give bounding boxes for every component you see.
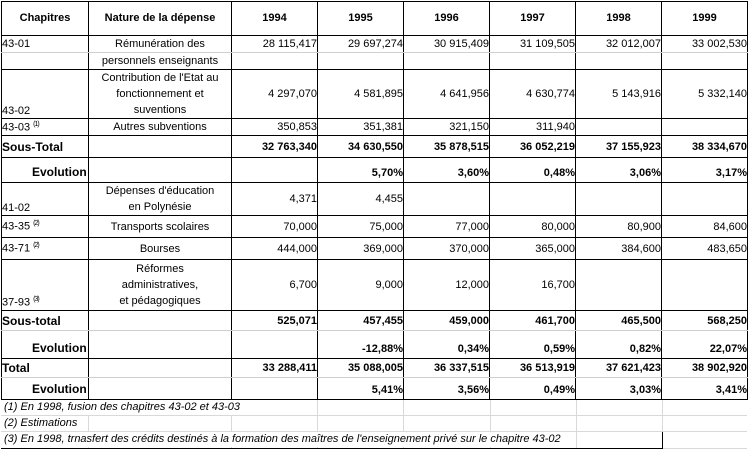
value-cell: 0,48% bbox=[490, 158, 576, 183]
nature-line: et pédagogiques bbox=[119, 295, 201, 307]
evolution-label-cell bbox=[2, 331, 89, 359]
header-nature: Nature de la dépense bbox=[89, 2, 232, 36]
value-cell: 84,600 bbox=[662, 216, 748, 238]
value-cell bbox=[404, 53, 490, 70]
chapter-code: Total bbox=[2, 361, 30, 375]
value-cell: 35 088,005 bbox=[318, 359, 404, 378]
value-cell: 33 002,530 bbox=[662, 36, 748, 53]
table-row bbox=[2, 36, 748, 53]
nature-cell bbox=[89, 331, 232, 359]
value-cell: 16,700 bbox=[490, 260, 576, 311]
header-year-1996: 1996 bbox=[404, 2, 490, 36]
header-year-1999: 1999 bbox=[662, 2, 748, 36]
value-cell: 4 630,774 bbox=[490, 70, 576, 119]
value-cell: 459,000 bbox=[404, 311, 490, 331]
chapter-cell bbox=[2, 70, 89, 119]
table-row bbox=[2, 311, 748, 331]
footnote-ref: (1) bbox=[33, 120, 39, 128]
chapter-cell bbox=[2, 119, 89, 136]
value-cell bbox=[232, 331, 318, 359]
table-row bbox=[2, 70, 748, 119]
value-cell bbox=[404, 183, 490, 216]
footnote-ref: (3) bbox=[33, 296, 39, 304]
value-cell: 31 109,505 bbox=[490, 36, 576, 53]
nature-cell bbox=[89, 183, 232, 216]
value-cell: 4,371 bbox=[232, 183, 318, 216]
chapter-cell bbox=[2, 36, 89, 53]
value-cell: 77,000 bbox=[404, 216, 490, 238]
chapter-cell bbox=[2, 53, 89, 70]
evolution-label-cell bbox=[2, 378, 89, 400]
chapter-code: 37-93 bbox=[2, 297, 31, 309]
value-cell: 311,940 bbox=[490, 119, 576, 136]
value-cell: 0,34% bbox=[404, 331, 490, 359]
chapter-code: 41-02 bbox=[2, 202, 31, 214]
value-cell bbox=[576, 260, 662, 311]
nature-line: administratives, bbox=[121, 279, 199, 291]
nature-cell bbox=[89, 70, 232, 119]
nature-line: personnels enseignants bbox=[101, 55, 219, 67]
chapter-code: 43-03 bbox=[2, 121, 31, 134]
value-cell bbox=[662, 119, 748, 136]
footnote-row bbox=[1, 432, 747, 449]
footnote-row bbox=[1, 400, 747, 416]
footnote-text: (2) Estimations bbox=[2, 416, 81, 431]
table-body bbox=[2, 36, 748, 400]
value-cell: 0,49% bbox=[490, 378, 576, 400]
table-row bbox=[2, 53, 748, 70]
nature-line: Transports scolaires bbox=[110, 220, 210, 233]
nature-cell bbox=[89, 136, 232, 158]
value-cell bbox=[576, 183, 662, 216]
table-row bbox=[2, 359, 748, 378]
nature-line: fonctionnement et bbox=[116, 88, 204, 100]
value-cell: 9,000 bbox=[318, 260, 404, 311]
value-cell bbox=[662, 260, 748, 311]
value-cell bbox=[662, 53, 748, 70]
value-cell: 444,000 bbox=[232, 238, 318, 260]
value-cell: 0,59% bbox=[490, 331, 576, 359]
footnote-text: (3) En 1998, trnasfert des crédits destinés à la formation des maîtres de l'enseignement privé sur le chapitre 43-02 bbox=[2, 432, 565, 447]
footnote-ref: (2) bbox=[33, 242, 39, 250]
table-row bbox=[2, 260, 748, 311]
value-cell bbox=[576, 53, 662, 70]
value-cell: 370,000 bbox=[404, 238, 490, 260]
value-cell: 4 581,895 bbox=[318, 70, 404, 119]
value-cell: 321,150 bbox=[404, 119, 490, 136]
value-cell bbox=[318, 53, 404, 70]
value-cell bbox=[232, 158, 318, 183]
footnote-ref: (2) bbox=[33, 220, 39, 228]
nature-cell bbox=[89, 216, 232, 238]
nature-cell bbox=[89, 119, 232, 136]
value-cell: 3,41% bbox=[662, 378, 748, 400]
value-cell bbox=[232, 378, 318, 400]
nature-line: suventions bbox=[133, 104, 187, 116]
value-cell: 36 052,219 bbox=[490, 136, 576, 158]
nature-cell bbox=[89, 158, 232, 183]
value-cell: 4 297,070 bbox=[232, 70, 318, 119]
table-row bbox=[2, 158, 748, 183]
table-row bbox=[2, 216, 748, 238]
nature-cell bbox=[89, 311, 232, 331]
value-cell: 3,60% bbox=[404, 158, 490, 183]
nature-line: Dépenses d'éducation bbox=[105, 185, 215, 197]
chapter-code: 43-01 bbox=[2, 38, 31, 50]
nature-line: Réformes bbox=[136, 263, 184, 275]
table-header-row bbox=[2, 2, 748, 36]
value-cell bbox=[576, 119, 662, 136]
value-cell: 5 143,916 bbox=[576, 70, 662, 119]
chapter-code: Sous-total bbox=[2, 313, 61, 328]
value-cell: 365,000 bbox=[490, 238, 576, 260]
value-cell: 3,06% bbox=[576, 158, 662, 183]
table-row bbox=[2, 238, 748, 260]
value-cell: 5,70% bbox=[318, 158, 404, 183]
value-cell: 29 697,274 bbox=[318, 36, 404, 53]
header-year-1994: 1994 bbox=[232, 2, 318, 36]
footnote-text: (1) En 1998, fusion des chapitres 43-02 et 43-03 bbox=[2, 400, 244, 415]
header-chapitres: Chapitres bbox=[2, 2, 89, 36]
value-cell: 3,17% bbox=[662, 158, 748, 183]
value-cell: 483,650 bbox=[662, 238, 748, 260]
nature-line: Rémunération des bbox=[115, 38, 205, 50]
table-row bbox=[2, 331, 748, 359]
nature-line: Bourses bbox=[139, 242, 181, 255]
footnote-row bbox=[1, 416, 747, 432]
value-cell: 36 513,919 bbox=[490, 359, 576, 378]
value-cell: 80,900 bbox=[576, 216, 662, 238]
header-year-1997: 1997 bbox=[490, 2, 576, 36]
chapter-code: Evolution bbox=[32, 382, 87, 396]
value-cell: 36 337,515 bbox=[404, 359, 490, 378]
value-cell: 369,000 bbox=[318, 238, 404, 260]
chapter-cell bbox=[2, 183, 89, 216]
chapter-cell bbox=[2, 260, 89, 311]
nature-cell bbox=[89, 378, 232, 400]
value-cell: 351,381 bbox=[318, 119, 404, 136]
chapter-code: Sous-Total bbox=[2, 139, 64, 154]
evolution-label-cell bbox=[2, 158, 89, 183]
value-cell: 70,000 bbox=[232, 216, 318, 238]
value-cell bbox=[490, 53, 576, 70]
value-cell: 32 012,007 bbox=[576, 36, 662, 53]
value-cell: 0,82% bbox=[576, 331, 662, 359]
value-cell: 5 332,140 bbox=[662, 70, 748, 119]
value-cell: 5,41% bbox=[318, 378, 404, 400]
chapter-code: Evolution bbox=[32, 165, 87, 179]
value-cell: 3,56% bbox=[404, 378, 490, 400]
value-cell: 34 630,550 bbox=[318, 136, 404, 158]
nature-line: Contribution de l'Etat au bbox=[101, 72, 219, 84]
value-cell: 32 763,340 bbox=[232, 136, 318, 158]
header-year-1995: 1995 bbox=[318, 2, 404, 36]
value-cell bbox=[662, 183, 748, 216]
chapter-code: 43-02 bbox=[2, 105, 31, 117]
total-label-cell bbox=[2, 359, 89, 378]
value-cell: 38 334,670 bbox=[662, 136, 748, 158]
nature-cell bbox=[89, 36, 232, 53]
value-cell: 33 288,411 bbox=[232, 359, 318, 378]
chapter-code: Evolution bbox=[32, 341, 87, 355]
value-cell: 37 621,423 bbox=[576, 359, 662, 378]
value-cell: 28 115,417 bbox=[232, 36, 318, 53]
value-cell: 37 155,923 bbox=[576, 136, 662, 158]
nature-line: en Polynésie bbox=[128, 201, 192, 213]
chapter-code: 43-71 bbox=[2, 242, 31, 255]
value-cell: 4,455 bbox=[318, 183, 404, 216]
value-cell: 457,455 bbox=[318, 311, 404, 331]
nature-cell bbox=[89, 359, 232, 378]
chapter-cell bbox=[2, 238, 89, 260]
header-year-1998: 1998 bbox=[576, 2, 662, 36]
value-cell bbox=[232, 53, 318, 70]
value-cell: 75,000 bbox=[318, 216, 404, 238]
value-cell: 384,600 bbox=[576, 238, 662, 260]
footnotes-area bbox=[1, 400, 747, 449]
chapter-cell bbox=[2, 216, 89, 238]
value-cell: 38 902,920 bbox=[662, 359, 748, 378]
value-cell: 568,250 bbox=[662, 311, 748, 331]
table-row bbox=[2, 378, 748, 400]
table-row bbox=[2, 136, 748, 158]
budget-table bbox=[1, 1, 748, 400]
value-cell: 3,03% bbox=[576, 378, 662, 400]
subtotal-label-cell bbox=[2, 311, 89, 331]
table-row bbox=[2, 119, 748, 136]
nature-line: Autres subventions bbox=[113, 121, 207, 133]
table-row bbox=[2, 183, 748, 216]
value-cell: 525,071 bbox=[232, 311, 318, 331]
value-cell: 35 878,515 bbox=[404, 136, 490, 158]
value-cell: 350,853 bbox=[232, 119, 318, 136]
nature-cell bbox=[89, 260, 232, 311]
value-cell: 30 915,409 bbox=[404, 36, 490, 53]
value-cell: 22,07% bbox=[662, 331, 748, 359]
value-cell: 461,700 bbox=[490, 311, 576, 331]
nature-cell bbox=[89, 238, 232, 260]
nature-cell bbox=[89, 53, 232, 70]
value-cell: 465,500 bbox=[576, 311, 662, 331]
value-cell: 4 641,956 bbox=[404, 70, 490, 119]
value-cell bbox=[490, 183, 576, 216]
value-cell: 12,000 bbox=[404, 260, 490, 311]
value-cell: 80,000 bbox=[490, 216, 576, 238]
chapter-code: 43-35 bbox=[2, 220, 31, 233]
value-cell: 6,700 bbox=[232, 260, 318, 311]
subtotal-label-cell bbox=[2, 136, 89, 158]
value-cell: -12,88% bbox=[318, 331, 404, 359]
